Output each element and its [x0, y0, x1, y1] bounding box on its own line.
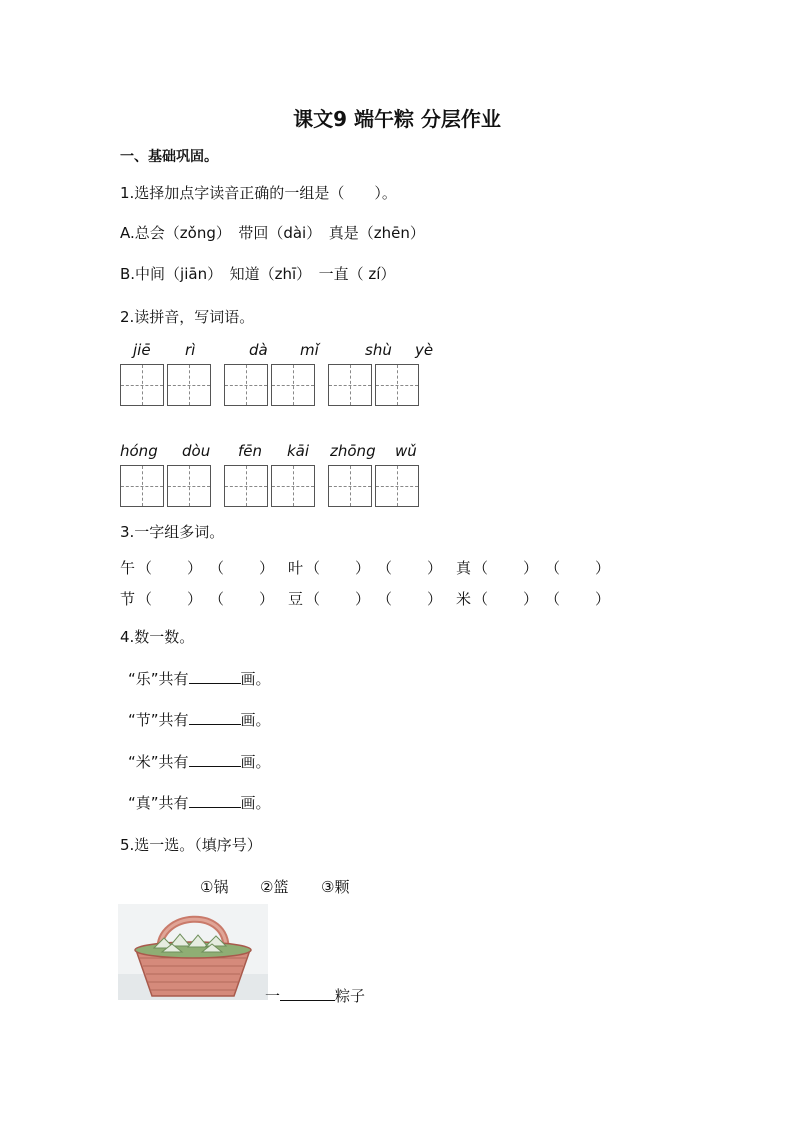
- close-paren: ）: [187, 590, 203, 608]
- q1-option-b: B.中间（jiān） 知道（zhī） 一直（ zí）: [120, 265, 396, 283]
- stroke-count-pre: “节”共有: [128, 711, 189, 729]
- open-paren: （: [305, 559, 321, 577]
- option-2: ②篮: [260, 878, 289, 896]
- stroke-count-item: [128, 751, 271, 772]
- open-paren: （: [137, 559, 153, 577]
- open-paren: （: [209, 559, 225, 577]
- open-paren: （: [545, 559, 561, 577]
- option-1: ①锅: [200, 878, 229, 896]
- q2-stem: 2.读拼音，写词语。: [120, 308, 255, 326]
- close-paren: ）: [259, 559, 275, 577]
- q5-stem: 5.选一选。（填序号）: [120, 836, 262, 854]
- answer-blank[interactable]: [189, 710, 241, 725]
- q3-char: 节: [120, 590, 136, 608]
- writing-box[interactable]: [271, 465, 315, 507]
- close-paren: ）: [595, 559, 611, 577]
- open-paren: （: [545, 590, 561, 608]
- pinyin: zhōng: [330, 442, 376, 460]
- q1-stem: 1.选择加点字读音正确的一组是（ ）。: [120, 184, 397, 202]
- pinyin: fēn: [238, 442, 263, 460]
- writing-box[interactable]: [167, 364, 211, 406]
- stroke-count-pre: “米”共有: [128, 753, 189, 771]
- close-paren: ）: [355, 590, 371, 608]
- pinyin: wǔ: [395, 442, 417, 460]
- pinyin: yè: [415, 341, 434, 359]
- open-paren: （: [209, 590, 225, 608]
- phrase-post: 粽子: [335, 987, 366, 1005]
- pinyin: dòu: [182, 442, 211, 460]
- stroke-count-post: 画。: [240, 711, 271, 729]
- pinyin: kāi: [287, 442, 310, 460]
- option-3: ③颗: [321, 878, 350, 896]
- stroke-count-pre: “真”共有: [128, 794, 189, 812]
- measure-word-phrase: [265, 985, 365, 1006]
- stroke-count-post: 画。: [240, 753, 271, 771]
- answer-blank[interactable]: [189, 752, 241, 767]
- writing-box[interactable]: [120, 465, 164, 507]
- q1-option-a: A.总会（zǒng） 带回（dài） 真是（zhēn）: [120, 224, 425, 242]
- pinyin: jiē: [133, 341, 151, 359]
- writing-box[interactable]: [271, 364, 315, 406]
- stroke-count-post: 画。: [240, 670, 271, 688]
- open-paren: （: [137, 590, 153, 608]
- answer-blank[interactable]: [189, 669, 241, 684]
- open-paren: （: [377, 559, 393, 577]
- close-paren: ）: [355, 559, 371, 577]
- stroke-count-pre: “乐”共有: [128, 670, 189, 688]
- close-paren: ）: [187, 559, 203, 577]
- writing-box[interactable]: [328, 364, 372, 406]
- answer-blank[interactable]: [189, 793, 241, 808]
- close-paren: ）: [427, 590, 443, 608]
- stroke-count-item: [128, 792, 271, 813]
- writing-box[interactable]: [120, 364, 164, 406]
- phrase-pre: 一: [265, 987, 281, 1005]
- q3-char: 真: [456, 559, 472, 577]
- writing-box[interactable]: [328, 465, 372, 507]
- writing-box[interactable]: [375, 364, 419, 406]
- q3-stem: 3.一字组多词。: [120, 523, 225, 541]
- open-paren: （: [473, 559, 489, 577]
- q4-stem: 4.数一数。: [120, 628, 195, 646]
- pinyin: hóng: [120, 442, 158, 460]
- pinyin: dà: [249, 341, 268, 359]
- writing-box[interactable]: [224, 364, 268, 406]
- close-paren: ）: [595, 590, 611, 608]
- pinyin: mǐ: [300, 341, 319, 359]
- close-paren: ）: [427, 559, 443, 577]
- open-paren: （: [377, 590, 393, 608]
- pinyin: shù: [365, 341, 392, 359]
- section-heading: 一、基础巩固。: [120, 149, 218, 165]
- stroke-count-item: [128, 709, 271, 730]
- writing-box[interactable]: [167, 465, 211, 507]
- stroke-count-post: 画。: [240, 794, 271, 812]
- q3-char: 米: [456, 590, 472, 608]
- close-paren: ）: [523, 559, 539, 577]
- writing-box[interactable]: [375, 465, 419, 507]
- open-paren: （: [473, 590, 489, 608]
- q3-char: 豆: [288, 590, 304, 608]
- q3-char: 叶: [288, 559, 304, 577]
- close-paren: ）: [259, 590, 275, 608]
- q3-char: 午: [120, 559, 136, 577]
- page-title: 课文9 端午粽 分层作业: [293, 107, 501, 131]
- zongzi-basket-image: [118, 904, 268, 1000]
- close-paren: ）: [523, 590, 539, 608]
- stroke-count-item: [128, 668, 271, 689]
- open-paren: （: [305, 590, 321, 608]
- writing-box[interactable]: [224, 465, 268, 507]
- answer-blank[interactable]: [280, 986, 335, 1001]
- pinyin: rì: [185, 341, 196, 359]
